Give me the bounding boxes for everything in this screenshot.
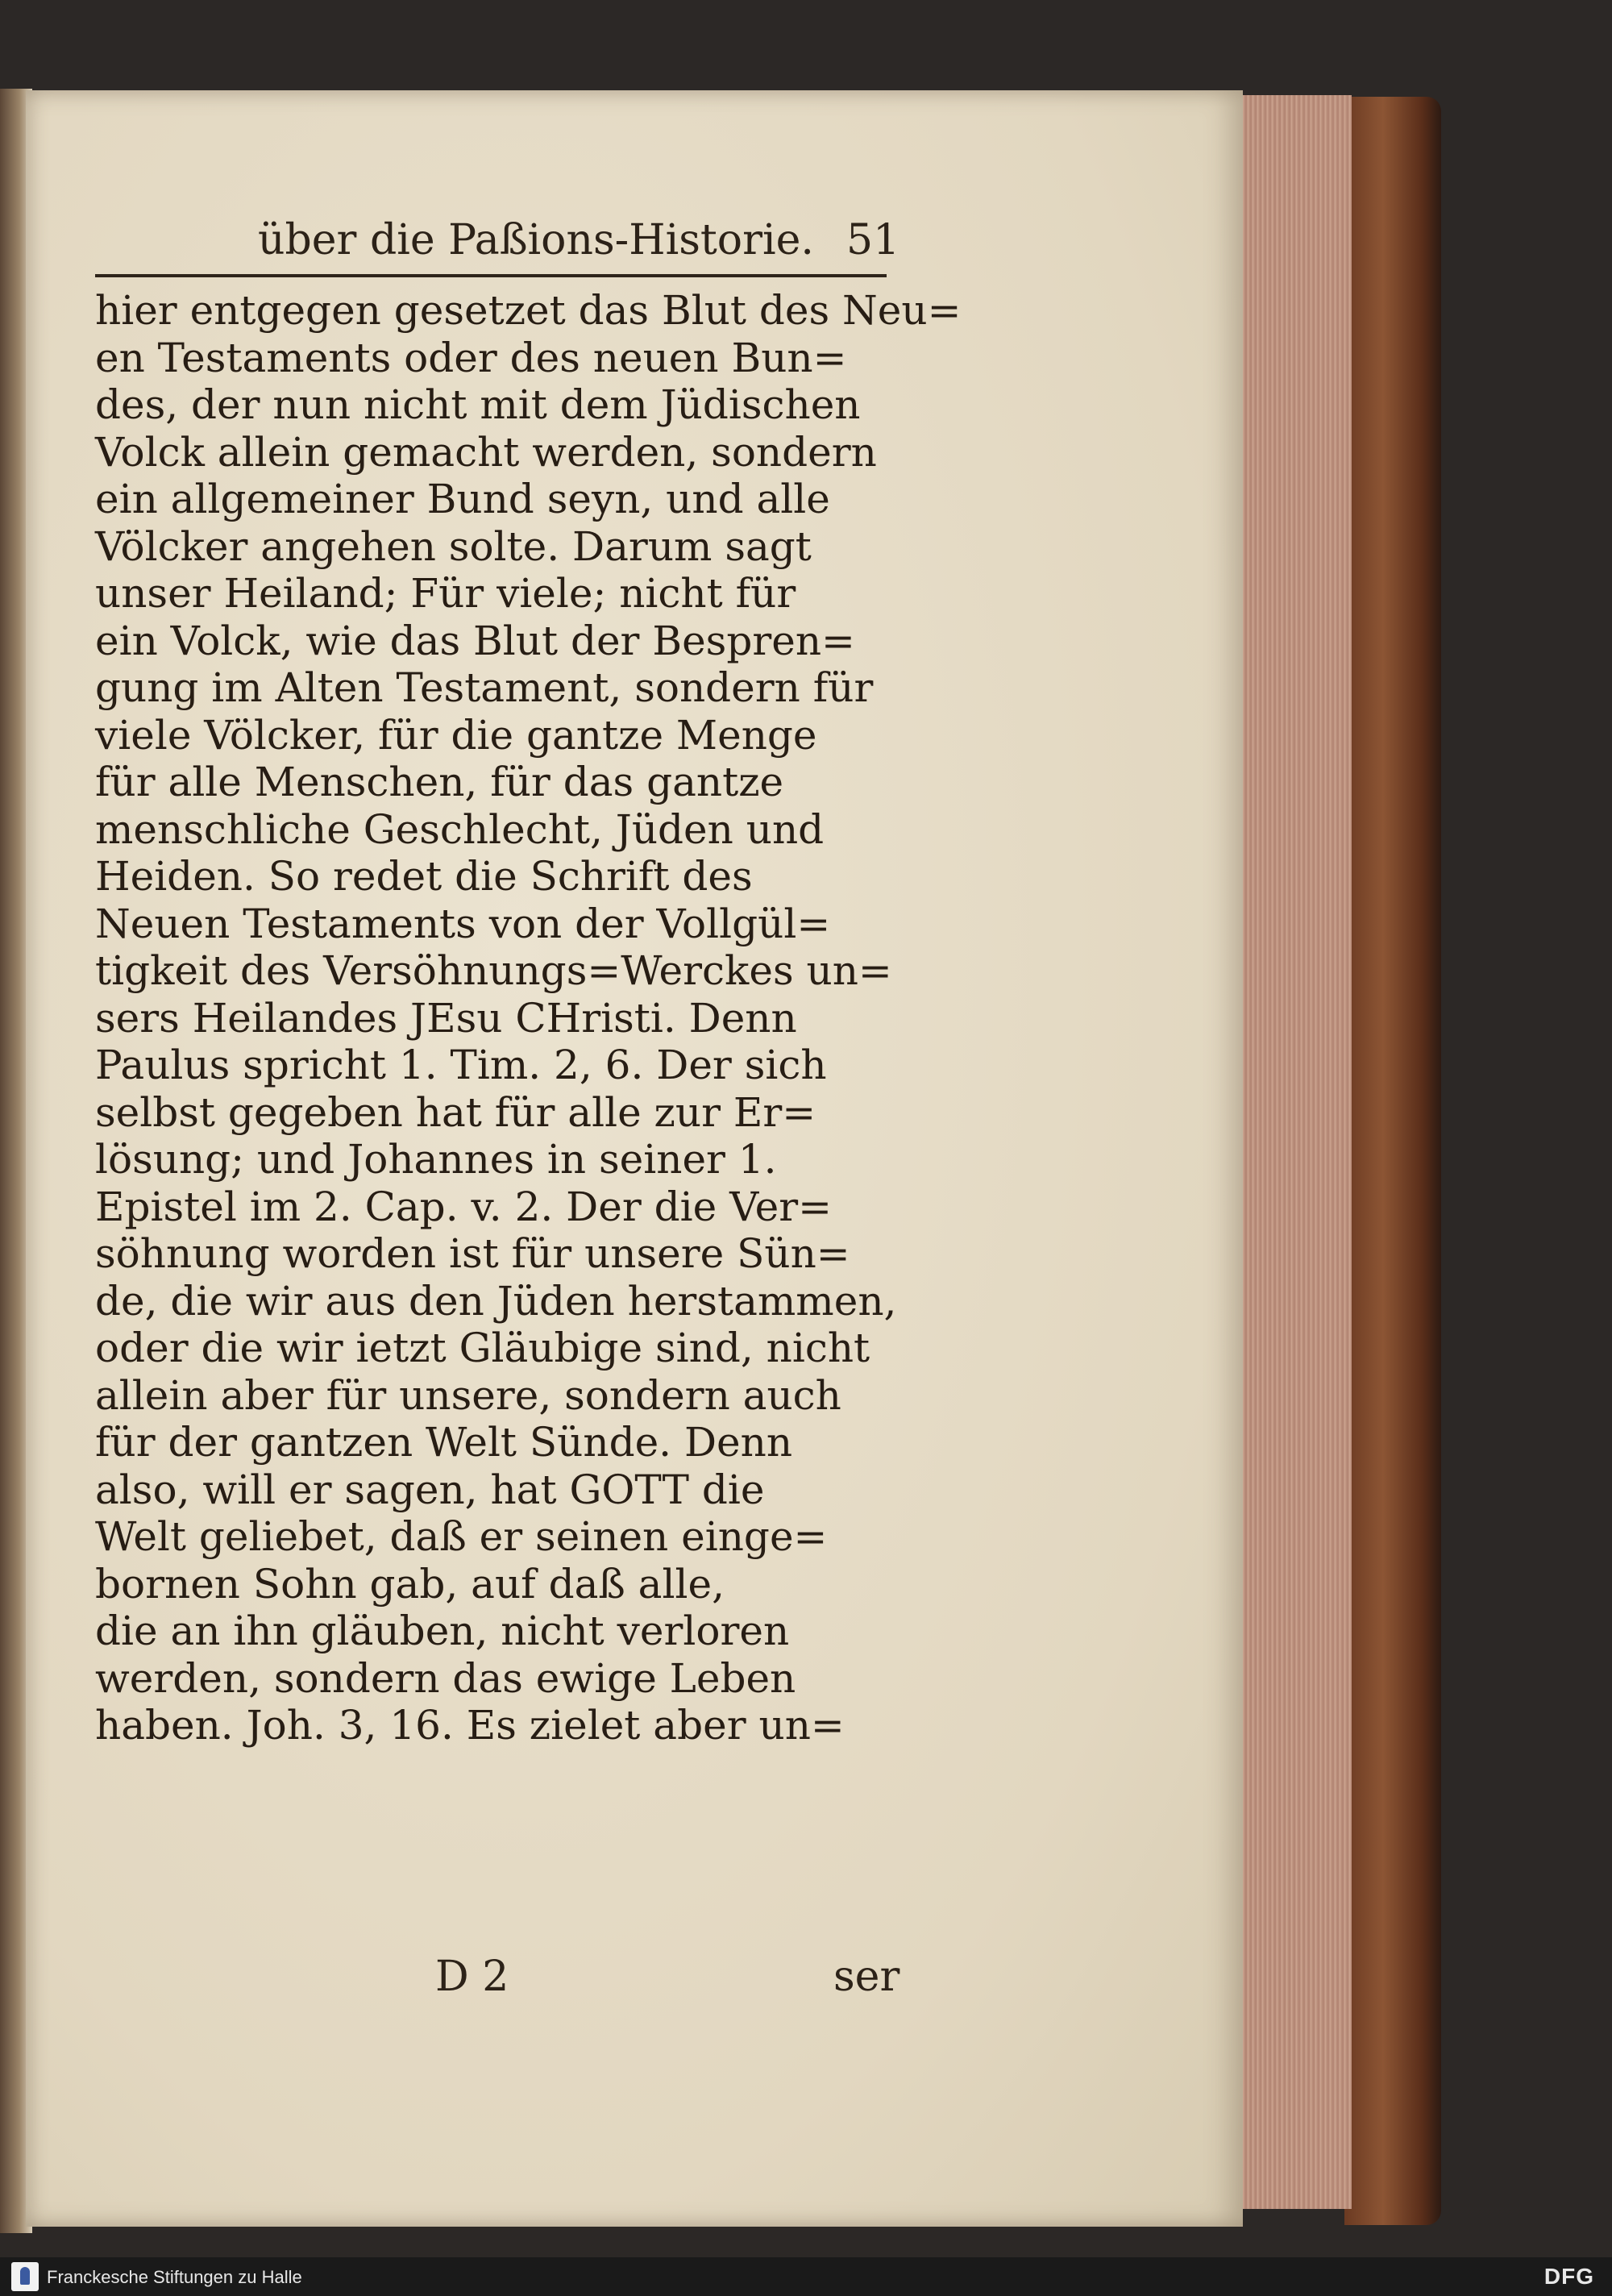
head-rule <box>95 274 887 277</box>
text-line: gung im Alten Testament, sondern für <box>95 664 874 711</box>
text-line: haben. Joh. 3, 16. Es zielet aber un= <box>95 1702 845 1749</box>
viewer-footer <box>0 2257 1612 2296</box>
text-line: Neuen Testaments von der Vollgül= <box>95 900 831 947</box>
institution-label: Franckesche Stiftungen zu Halle <box>47 2267 302 2287</box>
text-line: menschliche Geschlecht, Jüden und <box>95 805 825 853</box>
text-line: Völcker angehen solte. Darum sagt <box>95 522 812 570</box>
text-line: unser Heiland; Für viele; nicht für <box>95 570 796 617</box>
text-line: viele Völcker, für die gantze Menge <box>95 711 817 759</box>
text-line: allein aber für unsere, sondern auch <box>95 1371 841 1419</box>
text-line: lösung; und Johannes in seiner 1. <box>95 1136 777 1183</box>
institution-logo-icon <box>11 2262 39 2291</box>
text-line: selbst gegeben hat für alle zur Er= <box>95 1088 816 1136</box>
book-cover-edge <box>1344 97 1441 2225</box>
dfg-logo: DFG <box>1543 2264 1594 2289</box>
text-line: oder die wir ietzt Gläubige sind, nicht <box>95 1325 870 1371</box>
text-line: söhnung worden ist für unsere Sün= <box>95 1230 850 1277</box>
text-line: sers Heilandes JEsu CHristi. Denn <box>95 994 797 1042</box>
text-line: Volck allein gemacht werden, sondern <box>95 428 877 476</box>
page-number: 51 <box>846 216 900 264</box>
running-head <box>97 216 903 272</box>
text-line: des, der nun nicht mit dem Jüdischen <box>95 381 861 428</box>
text-line: für alle Menschen, für das gantze <box>95 759 784 805</box>
text-line: Epistel im 2. Cap. v. 2. Der die Ver= <box>95 1183 833 1230</box>
text-line: hier entgegen gesetzet das Blut des Neu= <box>95 287 962 334</box>
text-line: Welt geliebet, daß er seinen einge= <box>95 1513 828 1560</box>
text-line: en Testaments oder des neuen Bun= <box>95 334 847 381</box>
text-line: Heiden. So redet die Schrift des <box>95 853 753 900</box>
text-line: ein allgemeiner Bund seyn, und alle <box>95 476 830 522</box>
signature-mark: D 2 <box>435 1953 509 2001</box>
page-block-edge <box>1236 95 1352 2209</box>
text-line: also, will er sagen, hat GOTT die <box>95 1466 765 1513</box>
catchword: ser <box>833 1953 900 2001</box>
text-line: de, die wir aus den Jüden herstammen, <box>95 1277 897 1325</box>
text-line: für der gantzen Welt Sünde. Denn <box>95 1419 793 1466</box>
running-title: über die Paßions-Historie. <box>258 216 814 264</box>
body-text <box>95 287 962 1749</box>
text-line: ein Volck, wie das Blut der Bespren= <box>95 617 855 664</box>
text-line: bornen Sohn gab, auf daß alle, <box>95 1560 725 1608</box>
text-line: werden, sondern das ewige Leben <box>95 1654 796 1702</box>
text-line: die an ihn gläuben, nicht verloren <box>95 1608 790 1654</box>
text-line: tigkeit des Versöhnungs=Werckes un= <box>95 947 892 994</box>
text-line: Paulus spricht 1. Tim. 2, 6. Der sich <box>95 1042 827 1088</box>
